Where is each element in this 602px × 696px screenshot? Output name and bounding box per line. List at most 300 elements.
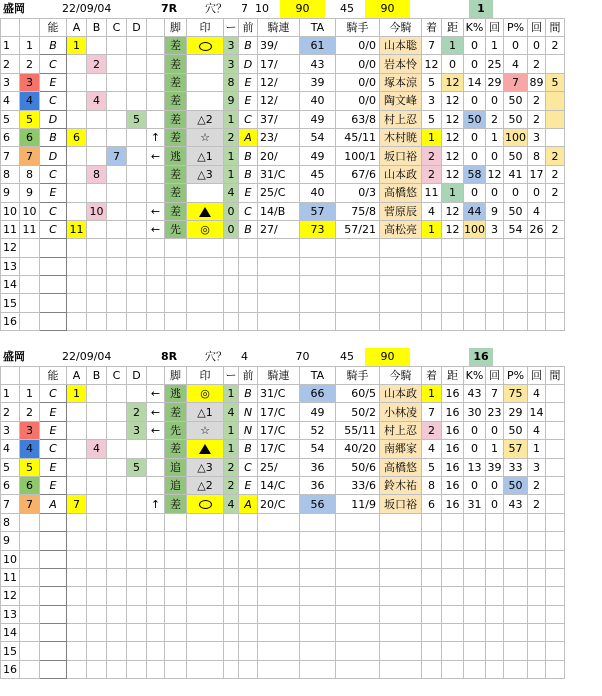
cell-prev: B: [239, 37, 258, 55]
cell-col-d: [127, 147, 147, 165]
cell-interval: [546, 257, 565, 275]
col-header-ability: 能: [40, 367, 67, 385]
cell-col-c: [107, 37, 127, 55]
cell-dash: 4: [224, 403, 239, 421]
cell-dash: 4: [224, 495, 239, 513]
cell-style: [165, 257, 187, 275]
table-row: [1, 624, 565, 642]
cell-finish: 7: [422, 37, 442, 55]
cell-col-a: [67, 294, 87, 312]
cell-ability: C: [40, 440, 67, 458]
cell-col-c: [107, 624, 127, 642]
cell-col-c: [107, 55, 127, 73]
cell-jockey-rate: [258, 294, 300, 312]
cell-row-no: 5: [1, 458, 20, 476]
cell-ta: 57: [300, 202, 336, 220]
race-header: [0, 0, 602, 18]
cell-horse-no: 7: [20, 495, 40, 513]
cell-prev: [239, 294, 258, 312]
cell-row-no: 16: [1, 660, 20, 678]
col-header-jockey-record: 騎手: [336, 19, 380, 37]
header-value-3: 90: [280, 0, 325, 18]
cell-row-no: 13: [1, 257, 20, 275]
col-header-count: 回: [486, 367, 504, 385]
table-row: [1, 55, 565, 73]
cell-ability: E: [40, 184, 67, 202]
cell-ta: [300, 239, 336, 257]
cell-mark: △2: [187, 110, 224, 128]
table-row: [1, 110, 565, 128]
cell-distance: 12: [442, 128, 464, 146]
cell-distance: 16: [442, 495, 464, 513]
mark-circle-icon: [187, 37, 224, 55]
cell-horse-no: [20, 660, 40, 678]
cell-ability: B: [40, 128, 67, 146]
cell-col-d: [127, 642, 147, 660]
cell-arrow: ↑: [147, 495, 165, 513]
cell-horse-no: 1: [20, 37, 40, 55]
cell-style: 差: [165, 202, 187, 220]
cell-mark: [187, 312, 224, 330]
cell-col-d: 5: [127, 110, 147, 128]
cell-k-rate: 44: [464, 202, 486, 220]
cell-style: [165, 239, 187, 257]
cell-dash: 1: [224, 147, 239, 165]
cell-jockey: 南郷家: [380, 440, 422, 458]
cell-distance: 1: [442, 37, 464, 55]
race-date: 22/09/04: [62, 2, 112, 15]
cell-k-rate: 0: [464, 37, 486, 55]
cell-col-c: [107, 73, 127, 91]
cell-prev: [239, 605, 258, 623]
cell-ability: C: [40, 202, 67, 220]
cell-col-d: [127, 660, 147, 678]
cell-dash: 9: [224, 92, 239, 110]
cell-col-a: [67, 202, 87, 220]
cell-col-b: 2: [87, 55, 107, 73]
col-header-jockey: 今騎: [380, 367, 422, 385]
cell-jockey: 坂口裕: [380, 147, 422, 165]
cell-col-d: [127, 476, 147, 494]
cell-horse-no: [20, 532, 40, 550]
cell-col-a: 6: [67, 128, 87, 146]
cell-distance: [442, 239, 464, 257]
col-header-jockey: 今騎: [380, 19, 422, 37]
cell-finish: [422, 312, 442, 330]
cell-count: [486, 605, 504, 623]
cell-k-rate: 0: [464, 92, 486, 110]
cell-style: 差: [165, 128, 187, 146]
cell-arrow: [147, 184, 165, 202]
cell-prev: D: [239, 55, 258, 73]
cell-mark: △3: [187, 165, 224, 183]
filled-triangle-icon: [199, 207, 211, 217]
cell-row-no: 10: [1, 550, 20, 568]
cell-col-a: [67, 568, 87, 586]
cell-mark: [187, 92, 224, 110]
cell-style: [165, 532, 187, 550]
circle-icon: [199, 42, 212, 51]
cell-k-rate: [464, 312, 486, 330]
cell-finish: [422, 257, 442, 275]
col-header-interval: 間: [546, 19, 565, 37]
cell-col-c: [107, 110, 127, 128]
cell-col-a: [67, 587, 87, 605]
cell-jockey-rate: [258, 605, 300, 623]
cell-ability: [40, 532, 67, 550]
cell-count2: 2: [528, 495, 546, 513]
cell-finish: 4: [422, 440, 442, 458]
cell-style: 差: [165, 110, 187, 128]
cell-p-rate: 4: [504, 55, 528, 73]
ana-label: 穴？: [205, 350, 227, 363]
cell-dash: [224, 587, 239, 605]
cell-col-a: [67, 403, 87, 421]
cell-interval: [546, 550, 565, 568]
cell-finish: [422, 660, 442, 678]
cell-finish: 7: [422, 403, 442, 421]
cell-count2: 14: [528, 403, 546, 421]
cell-horse-no: 6: [20, 128, 40, 146]
cell-distance: 16: [442, 440, 464, 458]
cell-interval: 2: [546, 220, 565, 238]
cell-horse-no: 5: [20, 110, 40, 128]
cell-count: [486, 276, 504, 294]
cell-interval: [546, 605, 565, 623]
cell-ta: 49: [300, 403, 336, 421]
table-row: [1, 403, 565, 421]
cell-jockey: [380, 294, 422, 312]
cell-arrow: [147, 294, 165, 312]
cell-count: [486, 513, 504, 531]
col-header-col-c: C: [107, 367, 127, 385]
cell-count: 1: [486, 128, 504, 146]
cell-prev: N: [239, 421, 258, 439]
cell-k-rate: 14: [464, 73, 486, 91]
cell-row-no: 9: [1, 184, 20, 202]
cell-count2: 0: [528, 37, 546, 55]
table-row: [1, 276, 565, 294]
table-row: [1, 532, 565, 550]
cell-ta: [300, 550, 336, 568]
result-value: 16: [469, 348, 493, 366]
cell-distance: 12: [442, 92, 464, 110]
cell-row-no: 11: [1, 220, 20, 238]
cell-prev: [239, 642, 258, 660]
cell-count2: 4: [528, 202, 546, 220]
cell-count: 0: [486, 184, 504, 202]
header-value-3: 70: [295, 350, 310, 363]
cell-mark: △3: [187, 458, 224, 476]
cell-distance: [442, 312, 464, 330]
cell-k-rate: [464, 605, 486, 623]
cell-p-rate: 7: [504, 73, 528, 91]
cell-distance: [442, 624, 464, 642]
cell-jockey: [380, 587, 422, 605]
cell-row-no: 3: [1, 73, 20, 91]
cell-style: 追: [165, 458, 187, 476]
cell-count2: [528, 587, 546, 605]
cell-prev: B: [239, 220, 258, 238]
header-value-2: 10: [255, 2, 269, 15]
cell-dash: [224, 294, 239, 312]
cell-col-d: [127, 568, 147, 586]
cell-prev: [239, 532, 258, 550]
cell-arrow: ←: [147, 202, 165, 220]
result-value: 1: [469, 0, 493, 18]
cell-jockey-rate: [258, 513, 300, 531]
cell-dash: [224, 312, 239, 330]
cell-row-no: 7: [1, 495, 20, 513]
cell-jockey-record: [336, 276, 380, 294]
column-header-row: [1, 19, 565, 37]
cell-jockey-rate: 25/: [258, 458, 300, 476]
cell-distance: 16: [442, 385, 464, 403]
cell-col-b: [87, 184, 107, 202]
cell-ta: [300, 312, 336, 330]
cell-count2: [528, 550, 546, 568]
cell-style: 差: [165, 440, 187, 458]
race-header: [0, 348, 602, 366]
cell-ability: [40, 587, 67, 605]
cell-col-a: 1: [67, 37, 87, 55]
cell-col-c: [107, 128, 127, 146]
cell-p-rate: [504, 257, 528, 275]
cell-arrow: [147, 110, 165, 128]
cell-finish: [422, 587, 442, 605]
cell-finish: 1: [422, 385, 442, 403]
cell-mark: [187, 73, 224, 91]
cell-distance: 16: [442, 421, 464, 439]
cell-col-b: [87, 513, 107, 531]
cell-k-rate: [464, 513, 486, 531]
table-row: [1, 128, 565, 146]
cell-p-rate: 29: [504, 403, 528, 421]
cell-finish: [422, 568, 442, 586]
cell-jockey-record: 0/0: [336, 73, 380, 91]
cell-ability: B: [40, 37, 67, 55]
cell-finish: 5: [422, 110, 442, 128]
cell-col-d: [127, 532, 147, 550]
cell-p-rate: [504, 550, 528, 568]
cell-row-no: 2: [1, 403, 20, 421]
cell-col-b: [87, 73, 107, 91]
cell-count: [486, 660, 504, 678]
cell-arrow: ←: [147, 385, 165, 403]
cell-jockey: 山本政: [380, 165, 422, 183]
cell-k-rate: 0: [464, 128, 486, 146]
cell-jockey-record: 55/11: [336, 421, 380, 439]
cell-mark: [187, 294, 224, 312]
cell-col-b: 4: [87, 440, 107, 458]
table-row: [1, 92, 565, 110]
cell-count: 1: [486, 37, 504, 55]
cell-col-b: [87, 421, 107, 439]
cell-row-no: 10: [1, 202, 20, 220]
cell-jockey-record: [336, 532, 380, 550]
cell-col-a: 11: [67, 220, 87, 238]
cell-col-c: [107, 202, 127, 220]
cell-jockey: 村上忍: [380, 110, 422, 128]
table-row: [1, 421, 565, 439]
cell-ability: [40, 660, 67, 678]
cell-style: 逃: [165, 385, 187, 403]
cell-k-rate: [464, 568, 486, 586]
cell-jockey-rate: [258, 550, 300, 568]
cell-interval: [546, 55, 565, 73]
cell-p-rate: [504, 312, 528, 330]
cell-ability: [40, 513, 67, 531]
cell-count2: 2: [528, 476, 546, 494]
cell-jockey-rate: [258, 312, 300, 330]
cell-horse-no: 8: [20, 165, 40, 183]
header-value-1: 4: [241, 350, 248, 363]
cell-p-rate: 100: [504, 128, 528, 146]
cell-jockey-rate: 14/C: [258, 476, 300, 494]
cell-horse-no: 10: [20, 202, 40, 220]
cell-row-no: 15: [1, 642, 20, 660]
cell-k-rate: [464, 257, 486, 275]
cell-interval: [546, 624, 565, 642]
cell-jockey: [380, 642, 422, 660]
table-row: [1, 605, 565, 623]
cell-p-rate: [504, 239, 528, 257]
table-row: [1, 294, 565, 312]
cell-col-c: [107, 550, 127, 568]
cell-col-b: [87, 568, 107, 586]
cell-ta: [300, 624, 336, 642]
cell-style: 差: [165, 92, 187, 110]
cell-col-c: [107, 587, 127, 605]
cell-k-rate: [464, 532, 486, 550]
cell-jockey: 村上忍: [380, 421, 422, 439]
cell-prev: E: [239, 184, 258, 202]
col-header-k-rate: K%: [464, 367, 486, 385]
cell-horse-no: 3: [20, 421, 40, 439]
cell-dash: 1: [224, 110, 239, 128]
cell-ability: [40, 312, 67, 330]
cell-jockey: [380, 312, 422, 330]
cell-col-a: [67, 165, 87, 183]
cell-arrow: [147, 239, 165, 257]
cell-col-b: [87, 587, 107, 605]
cell-col-b: [87, 403, 107, 421]
table-row: [1, 550, 565, 568]
cell-jockey: [380, 605, 422, 623]
cell-mark: [187, 642, 224, 660]
cell-arrow: [147, 92, 165, 110]
cell-count: [486, 624, 504, 642]
cell-horse-no: 6: [20, 476, 40, 494]
cell-col-b: [87, 642, 107, 660]
cell-jockey-record: 0/0: [336, 37, 380, 55]
table-row: [1, 642, 565, 660]
cell-col-d: [127, 37, 147, 55]
cell-col-c: [107, 568, 127, 586]
cell-count2: [528, 257, 546, 275]
col-header-jockey-rate: 騎連: [258, 19, 300, 37]
cell-ta: 36: [300, 458, 336, 476]
cell-jockey: 塚本涼: [380, 73, 422, 91]
cell-col-c: [107, 458, 127, 476]
cell-distance: [442, 513, 464, 531]
cell-jockey: 高松亮: [380, 220, 422, 238]
cell-horse-no: 1: [20, 385, 40, 403]
cell-row-no: 13: [1, 605, 20, 623]
cell-col-b: [87, 605, 107, 623]
cell-ability: [40, 239, 67, 257]
col-header-distance: 距: [442, 367, 464, 385]
cell-horse-no: 2: [20, 403, 40, 421]
cell-jockey-record: [336, 550, 380, 568]
cell-ta: 49: [300, 147, 336, 165]
cell-arrow: [147, 440, 165, 458]
cell-p-rate: [504, 587, 528, 605]
col-header-count2: 回: [528, 19, 546, 37]
cell-count: 0: [486, 92, 504, 110]
cell-jockey: [380, 568, 422, 586]
cell-ta: 73: [300, 220, 336, 238]
cell-distance: 12: [442, 202, 464, 220]
cell-count: 39: [486, 458, 504, 476]
cell-arrow: [147, 587, 165, 605]
cell-horse-no: 4: [20, 92, 40, 110]
cell-col-b: [87, 294, 107, 312]
col-header-count: 回: [486, 19, 504, 37]
cell-col-d: [127, 294, 147, 312]
cell-ta: 43: [300, 55, 336, 73]
cell-count2: [528, 624, 546, 642]
cell-count2: 3: [528, 128, 546, 146]
table-row: [1, 257, 565, 275]
cell-dash: [224, 550, 239, 568]
cell-count: [486, 294, 504, 312]
cell-k-rate: [464, 239, 486, 257]
cell-col-c: [107, 476, 127, 494]
col-header-p-rate: P%: [504, 367, 528, 385]
cell-prev: E: [239, 92, 258, 110]
cell-jockey-rate: 37/: [258, 110, 300, 128]
cell-ta: 40: [300, 92, 336, 110]
cell-ta: 56: [300, 495, 336, 513]
cell-col-d: [127, 165, 147, 183]
cell-k-rate: 0: [464, 476, 486, 494]
cell-mark: [187, 660, 224, 678]
cell-jockey: [380, 550, 422, 568]
cell-finish: [422, 642, 442, 660]
cell-horse-no: 9: [20, 184, 40, 202]
cell-ta: 54: [300, 128, 336, 146]
cell-mark: ☆: [187, 421, 224, 439]
cell-count2: 0: [528, 184, 546, 202]
cell-col-c: [107, 421, 127, 439]
cell-arrow: [147, 532, 165, 550]
cell-horse-no: [20, 312, 40, 330]
col-header-finish: 着: [422, 19, 442, 37]
cell-row-no: 2: [1, 55, 20, 73]
cell-jockey-record: [336, 513, 380, 531]
cell-jockey-rate: 39/: [258, 37, 300, 55]
cell-ta: [300, 568, 336, 586]
cell-arrow: ←: [147, 421, 165, 439]
cell-jockey-record: [336, 568, 380, 586]
cell-dash: 4: [224, 184, 239, 202]
cell-style: 差: [165, 184, 187, 202]
ana-label: 穴？: [205, 2, 227, 15]
cell-dash: 1: [224, 440, 239, 458]
cell-row-no: 12: [1, 587, 20, 605]
cell-col-b: [87, 660, 107, 678]
